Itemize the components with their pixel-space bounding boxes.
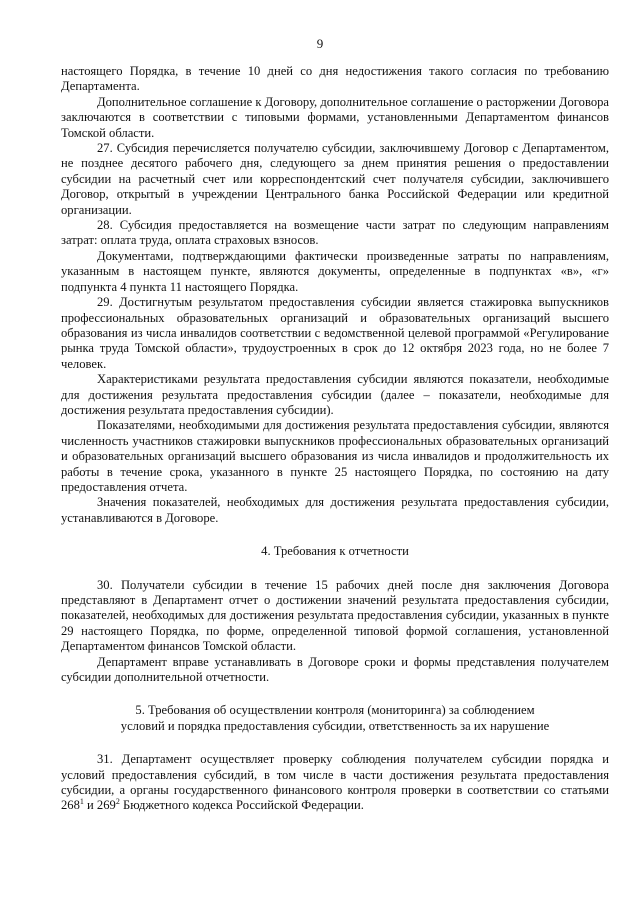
paragraph-29: 29. Достигнутым результатом предоставления субсидии является стажировка выпускников профессиональных образовательных организаций и образовательных организаций высшего образования из числа инвалидов соответствии с ведомственной целевой программой «Регулирование рынка труда Томской области», трудоустроенных в срок до 12 октября 2023 года, но не более 7 человек. — [61, 295, 609, 371]
paragraph: Показателями, необходимыми для достижения результата предоставления субсидии, являются численность участников стажировки выпускников профессиональных образовательных организаций и образовательных организаций высшего образования из числа инвалидов и продолжительность их работы в течение срока, указанного в пункте 25 настоящего Порядка, по состоянию на дату предоставления отчета. — [61, 418, 609, 494]
document-body — [61, 64, 609, 814]
paragraph-31-text-c: Бюджетного кодекса Российской Федерации. — [119, 798, 364, 813]
paragraph: Характеристиками результата предоставления субсидии являются показатели, необходимые для достижения результата предоставления субсидии (далее – показатели, необходимые для достижения результата предоставления субсидии). — [61, 372, 609, 417]
section-5-heading-line-2: условий и порядка предоставления субсидии, ответственность за их нарушение — [120, 718, 550, 733]
superscript: 2 — [115, 797, 120, 807]
section-5-heading-line-1: 5. Требования об осуществлении контроля (мониторинга) за соблюдением — [135, 703, 535, 718]
section-4-heading: 4. Требования к отчетности — [261, 544, 409, 559]
paragraph-31-text-a: 31. Департамент осуществляет проверку соблюдения получателем субсидии порядка и условий предоставления субсидий, в том числе в части достижения результата предоставления субсидии, а органы государственного финансового контроля проверки в соответствии со статьями 268 — [61, 752, 609, 813]
paragraph: Департамент вправе устанавливать в Договоре сроки и формы представления получателем субсидии дополнительной отчетности. — [61, 654, 609, 685]
paragraph-31-text-b: и 269 — [83, 798, 116, 813]
paragraph: настоящего Порядка, в течение 10 дней со дня недостижения такого согласия по требованию Департамента. — [61, 64, 609, 94]
paragraph-27: 27. Субсидия перечисляется получателю субсидии, заключившему Договор с Департаментом, не позднее десятого рабочего дня, следующего за днем принятия решения о предоставлении субсидии на расчетный счет или корреспондентский счет получателя субсидии, заключившего Договор, открытый в учреждении Центрального банка Российской Федерации или кредитной организации. — [61, 141, 609, 217]
paragraph-30: 30. Получатели субсидии в течение 15 рабочих дней после дня заключения Договора представляют в Департамент отчет о достижении значений результата предоставления субсидии, показателей, необходимых для достижения результата предоставления субсидии, указанных в пункте 29 настоящего Порядка, по форме, определенной типовой формой соглашения, установленной Департаментом финансов Томской области. — [61, 577, 609, 654]
page-number: 9 — [316, 36, 324, 51]
paragraph: Дополнительное соглашение к Договору, дополнительное соглашение о расторжении Договора заключаются в соответствии с типовыми формами, установленными Департаментом финансов Томской области. — [61, 94, 609, 140]
superscript: 1 — [79, 797, 84, 807]
paragraph: Документами, подтверждающими фактически произведенные затраты по направлениям, указанным в настоящем пункте, являются документы, определенные в подпунктах «в», «г» подпункта 4 пункта 11 настоящего Порядка. — [61, 248, 609, 294]
paragraph-31 — [61, 752, 609, 814]
paragraph: Значения показателей, необходимых для достижения результата предоставления субсидии, устанавливаются в Договоре. — [61, 495, 609, 525]
paragraph-28: 28. Субсидия предоставляется на возмещение части затрат по следующим направлениям затрат: оплата труда, оплата страховых взносов. — [61, 218, 609, 248]
